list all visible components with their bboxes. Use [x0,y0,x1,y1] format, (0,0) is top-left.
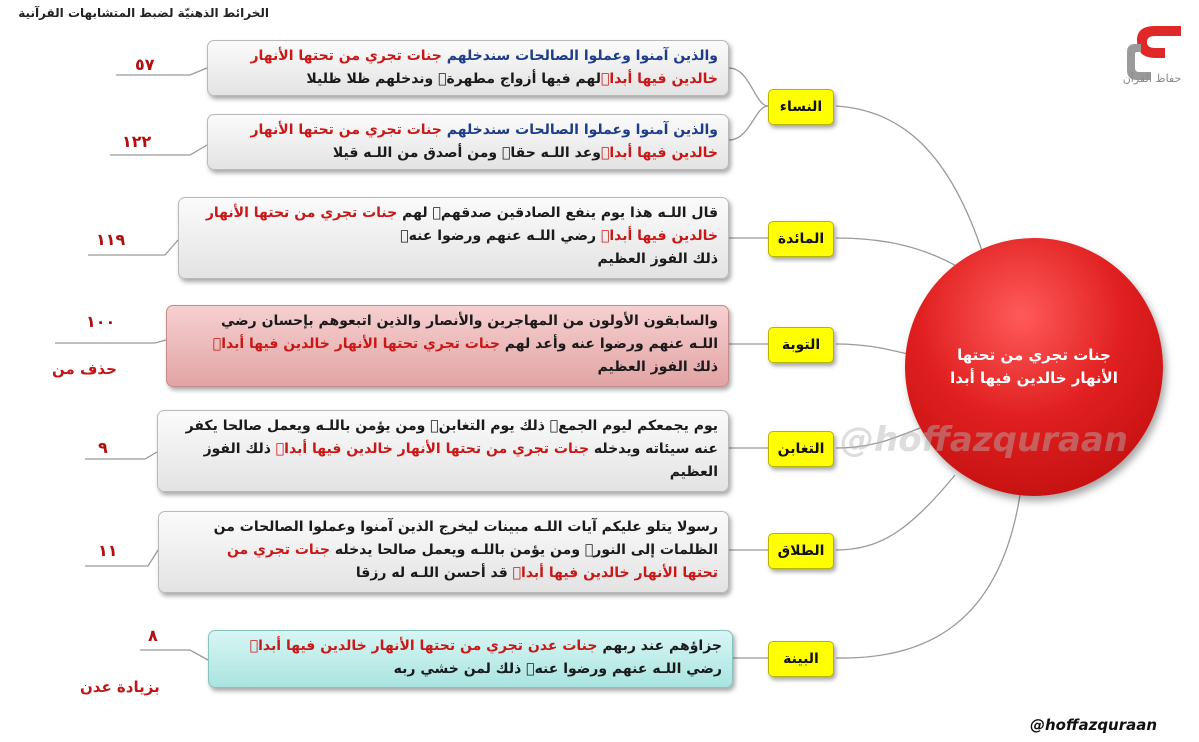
tag-taghabun: التغابن [768,431,834,467]
verse-line: العظيم [669,464,718,480]
verse-line: والذين آمنوا وعملوا الصالحات سندخلهم جنات تجري من تحتها الأنهار [250,48,718,64]
verse-line: ذلك الفوز العظيم [597,251,718,267]
verse-line: اللـه عنهم ورضوا عنه وأعد لهم جنات تجري تحتها الأنهار خالدين فيها أبدا [212,336,718,352]
tag-tawbah: التوبة [768,327,834,363]
page-title: الخرائط الذهنيّة لضبط المتشابهات القرآنية [18,6,269,20]
tag-maidah: المائدة [768,221,834,257]
verse-box-bayyinah-8 [208,630,733,688]
verse-number-119: ١١٩ [96,230,126,249]
verse-box-tawbah-100 [166,305,729,387]
verse-box-maidah-119 [178,197,729,279]
verse-line: جزاؤهم عند ربهم جنات عدن تجري من تحتها الأنهار خالدين فيها أبدا [249,638,722,654]
verse-line: رضي اللـه عنهم ورضوا عنهۚ ذلك لمن خشي ربه [393,661,722,677]
verse-line: عنه سيئاته ويدخله جنات تجري من تحتها الأنهار خالدين فيها أبداۚ ذلك الفوز [203,441,718,457]
verse-line: والسابقون الأولون من المهاجرين والأنصار والذين اتبعوهم بإحسان رضي [220,313,718,329]
verse-line: تحتها الأنهار خالدين فيها أبداۖ قد أحسن اللـه له رزقا [355,565,718,581]
verse-number-122: ١٢٢ [122,132,152,151]
verse-box-taghabun-9 [157,410,729,492]
connector-talaq [836,475,955,550]
tag-nisaa: النساء [768,89,834,125]
verse-number-8: ٨ [148,626,158,645]
connector-maidah [836,238,960,268]
note-bayyinah: بزيادة عدن [80,678,160,696]
connector-bayyinah [836,495,1020,658]
verse-box-nisaa-57 [207,40,729,96]
verse-line: الظلمات إلى النورۚ ومن يؤمن باللـه ويعمل صالحا يدخله جنات تجري من [226,542,718,558]
center-text: جنات تجري من تحتها الأنهار خالدين فيها أبدا [950,345,1118,387]
verse-line: ذلك الفوز العظيم [597,359,718,375]
verse-line: خالدين فيها أبداۖ رضي اللـه عنهم ورضوا عنهۚ [400,228,718,244]
verse-line: رسولا يتلو عليكم آيات اللـه مبينات ليخرج الذين آمنوا وعملوا الصالحات من [213,519,718,535]
verse-line: قال اللـه هذا يوم ينفع الصادقين صدقهمۚ لهم جنات تجري من تحتها الأنهار [205,205,718,221]
tag-bayyinah: البينة [768,641,834,677]
note-tawbah: حذف من [52,360,117,378]
connector-tawbah [836,344,912,355]
verse-line: يوم يجمعكم ليوم الجمعۖ ذلك يوم التغابنۗ ومن يؤمن باللـه ويعمل صالحا يكفر [185,418,718,434]
verse-number-100: ١٠٠ [86,312,116,331]
tag-talaq: الطلاق [768,533,834,569]
verse-line: خالدين فيها أبداۖوعد اللـه حقاۚ ومن أصدق من اللـه قيلا [332,145,718,161]
verse-line: خالدين فيها أبداۖلهم فيها أزواج مطهرةۖ وندخلهم ظلا ظليلا [306,71,718,87]
verse-number-57: ٥٧ [135,55,155,74]
account-handle: @hoffazquraan [1030,716,1158,734]
watermark: @hoffazquraan [840,420,1129,460]
verse-box-nisaa-122 [207,114,729,170]
logo-caption: حفاظ القرآن [1122,72,1182,85]
connector-nisaa [836,106,985,260]
verse-line: والذين آمنوا وعملوا الصالحات سندخلهم جنات تجري من تحتها الأنهار [250,122,718,138]
verse-number-11: ١١ [98,541,118,560]
verse-number-9: ٩ [98,438,108,457]
verse-box-talaq-11 [158,511,729,593]
